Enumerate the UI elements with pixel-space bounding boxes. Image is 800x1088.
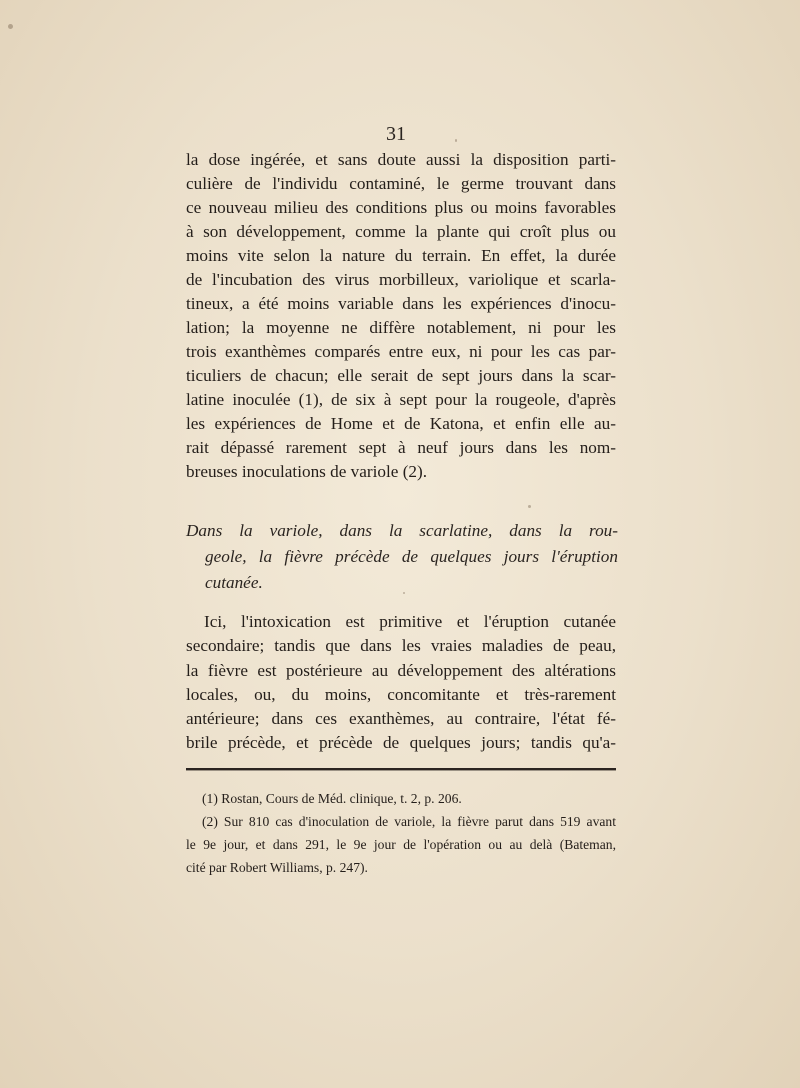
text-line: à son développement, comme la plante qui croît plus ou xyxy=(186,222,616,241)
text-line: culière de l'individu contaminé, le germe trouvant dans xyxy=(186,174,616,193)
text-line: moins vite selon la nature du terrain. En effet, la durée xyxy=(186,246,616,265)
paper-speck xyxy=(8,24,13,29)
body-paragraph-2 xyxy=(186,610,616,756)
body-paragraph xyxy=(186,148,616,484)
text-line: Ici, l'intoxication est primitive et l'éruption cutanée xyxy=(204,612,616,631)
text-line: brile précède, et précède de quelques jours; tandis qu'a- xyxy=(186,733,616,753)
footnote-2-line: le 9e jour, et dans 291, le 9e jour de l'opération ou au delà (Bateman, xyxy=(186,837,616,852)
text-line: trois exanthèmes comparés entre eux, ni pour les cas par- xyxy=(186,342,616,361)
paper-speck xyxy=(455,139,457,142)
text-line: tineux, a été moins variable dans les expériences d'inocu- xyxy=(186,294,616,313)
text-line: ticuliers de chacun; elle serait de sept jours dans la scar- xyxy=(186,366,616,385)
footnote-2-line: (2) Sur 810 cas d'inoculation de variole, la fièvre parut dans 519 avant xyxy=(202,814,616,829)
text-line: rait dépassé rarement sept à neuf jours dans les nom- xyxy=(186,438,616,457)
text-line: la fièvre est postérieure au développement des altérations xyxy=(186,660,616,680)
footnotes xyxy=(186,787,616,879)
footnote-1: (1) Rostan, Cours de Méd. clinique, t. 2, p. 206. xyxy=(202,791,462,806)
text-line: locales, ou, du moins, concomitante et très-rarement xyxy=(186,684,616,704)
text-line: les expériences de Home et de Katona, et enfin elle au- xyxy=(186,414,616,433)
heading-line: Dans la variole, dans la scarlatine, dans la rou- xyxy=(186,521,618,540)
page-number: 31 xyxy=(386,123,406,145)
text-line: secondaire; tandis que dans les vraies maladies de peau, xyxy=(186,636,616,656)
text-line: antérieure; dans ces exanthèmes, au contraire, l'état fé- xyxy=(186,709,616,729)
paper-speck xyxy=(403,592,405,594)
footnote-separator xyxy=(186,768,616,771)
text-line: latine inoculée (1), de six à sept pour la rougeole, d'après xyxy=(186,390,616,409)
text-line: breuses inoculations de variole (2). xyxy=(186,462,428,481)
text-line: de l'incubation des virus morbilleux, variolique et scarla- xyxy=(186,270,616,289)
text-line: ce nouveau milieu des conditions plus ou moins favorables xyxy=(186,198,616,217)
section-heading xyxy=(186,518,618,596)
footnote-2-line: cité par Robert Williams, p. 247). xyxy=(186,860,368,875)
paper-speck xyxy=(528,505,531,508)
heading-line: geole, la fièvre précède de quelques jours l'éruption xyxy=(205,547,618,566)
heading-line: cutanée. xyxy=(205,573,263,592)
text-line: la dose ingérée, et sans doute aussi la disposition parti- xyxy=(186,150,616,169)
text-line: lation; la moyenne ne diffère notablement, ni pour les xyxy=(186,318,616,337)
